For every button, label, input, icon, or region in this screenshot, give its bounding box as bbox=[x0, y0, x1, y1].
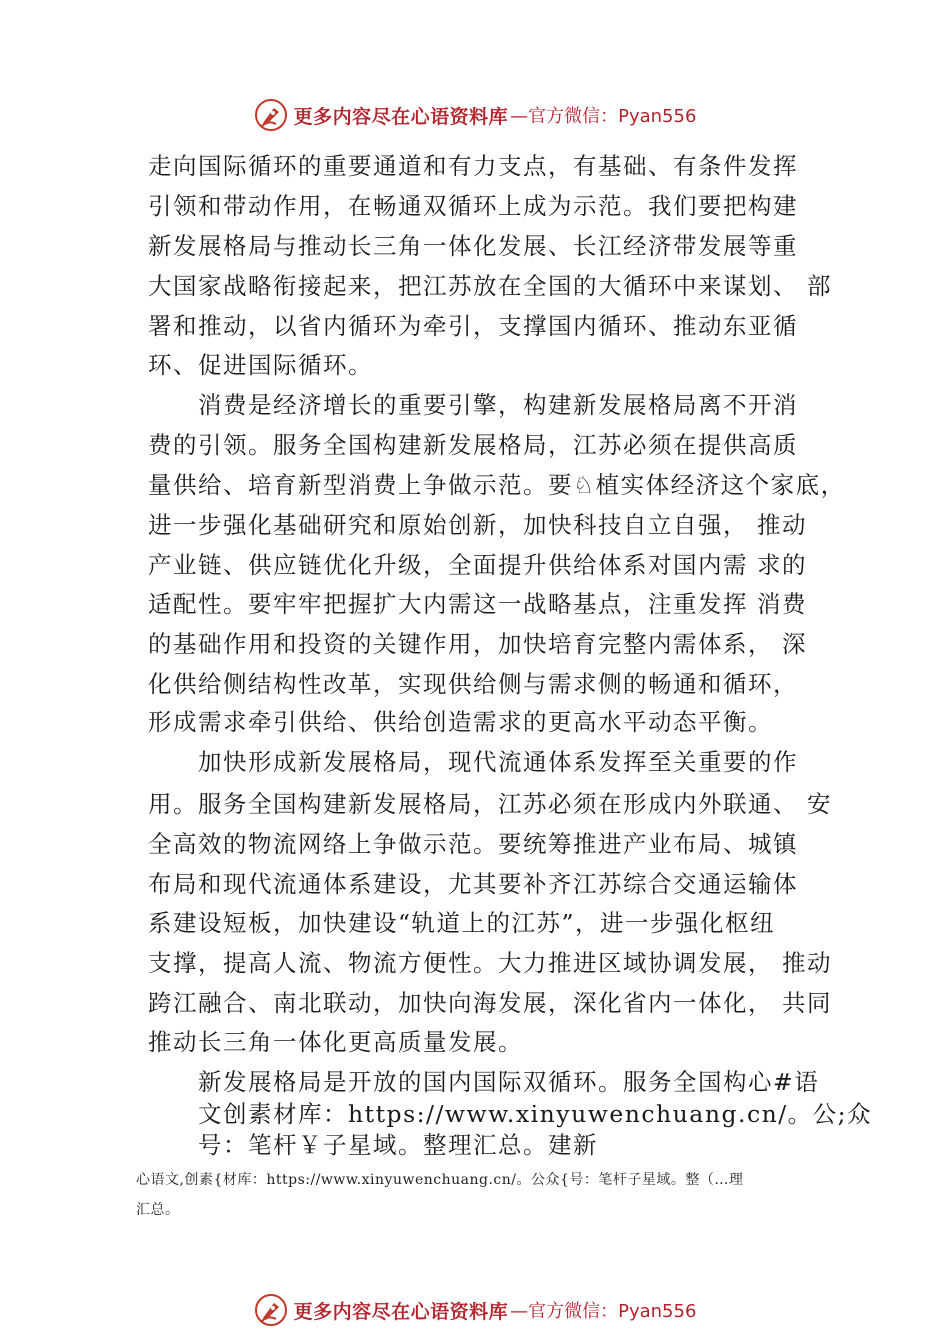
pen-nib-logo-icon bbox=[254, 1293, 288, 1327]
top-banner bbox=[0, 95, 950, 135]
text-line: 布局和现代流通体系建设，尤其要补齐江苏综合交通运输体 bbox=[148, 870, 798, 898]
text-line: 化供给侧结构性改革，实现供给侧与需求侧的畅通和循环， bbox=[148, 670, 798, 698]
text-line: 进一步强化基础研究和原始创新，加快科技自立自强， 推动 bbox=[148, 511, 807, 539]
text-line: 产业链、供应链优化升级，全面提升供给体系对国内需 求的 bbox=[148, 551, 807, 579]
text-line: 推动长三角一体化更高质量发展。 bbox=[148, 1028, 523, 1056]
text-line: 加快形成新发展格局，现代流通体系发挥至关重要的作 bbox=[198, 748, 798, 776]
wechat-contact: —官方微信：Pyan556 bbox=[510, 106, 697, 127]
footnote-line: 心语文,创素{材库：https://www.xinyuwenchuang.cn/。公众{号：笔杆子星域。整（…理 bbox=[136, 1172, 744, 1188]
text-line: 形成需求牵引供给、供给创造需求的更高水平动态平衡。 bbox=[148, 708, 773, 736]
brand-name: 更多内容尽在心语资料库 bbox=[293, 1300, 509, 1323]
text-line: 支撑，提高人流、物流方便性。大力推进区域协调发展， 推动 bbox=[148, 949, 832, 977]
text-line: 跨江融合、南北联动，加快向海发展，深化省内一体化， 共同 bbox=[148, 989, 832, 1017]
text-line: 费的引领。服务全国构建新发展格局，江苏必须在提供高质 bbox=[148, 431, 798, 459]
bottom-banner bbox=[0, 1290, 950, 1330]
text-line: 引领和带动作用，在畅通双循环上成为示范。我们要把构建 bbox=[148, 192, 798, 220]
text-line: 系建设短板，加快建设“轨道上的江苏”，进一步强化枢纽 bbox=[148, 909, 776, 937]
text-line: 全高效的物流网络上争做示范。要统筹推进产业布局、城镇 bbox=[148, 830, 798, 858]
text-line: 消费是经济增长的重要引擎，构建新发展格局离不开消 bbox=[198, 391, 798, 419]
text-line: 的基础作用和投资的关键作用，加快培育完整内需体系， 深 bbox=[148, 630, 807, 658]
text-line: 量供给、培育新型消费上争做示范。要♘植实体经济这个家底， bbox=[148, 471, 846, 499]
brand-name: 更多内容尽在心语资料库 bbox=[293, 105, 509, 128]
text-line: 环、促进国际循环。 bbox=[148, 351, 373, 379]
text-line: 大国家战略衔接起来，把江苏放在全国的大循环中来谋划、 部 bbox=[148, 272, 832, 300]
text-line: 走向国际循环的重要通道和有力支点，有基础、有条件发挥 bbox=[148, 152, 798, 180]
text-line: 文创素材库：https://www.xinyuwenchuang.cn/。公;众 bbox=[198, 1100, 873, 1128]
wechat-contact: —官方微信：Pyan556 bbox=[510, 1301, 697, 1322]
text-line: 号：笔杆￥子星域。整理汇总。建新 bbox=[198, 1131, 598, 1159]
pen-nib-logo-icon bbox=[254, 98, 288, 132]
text-line: 用。服务全国构建新发展格局，江苏必须在形成内外联通、 安 bbox=[148, 790, 832, 818]
text-line: 署和推动，以省内循环为牵引，支撑国内循环、推动东亚循 bbox=[148, 312, 798, 340]
text-line: 新发展格局是开放的国内国际双循环。服务全国构心#语 bbox=[198, 1068, 820, 1096]
text-line: 新发展格局与推动长三角一体化发展、长江经济带发展等重 bbox=[148, 232, 798, 260]
footnote-line: 汇总。 bbox=[136, 1202, 180, 1218]
text-line: 适配性。要牢牢把握扩大内需这一战略基点，注重发挥 消费 bbox=[148, 590, 807, 618]
